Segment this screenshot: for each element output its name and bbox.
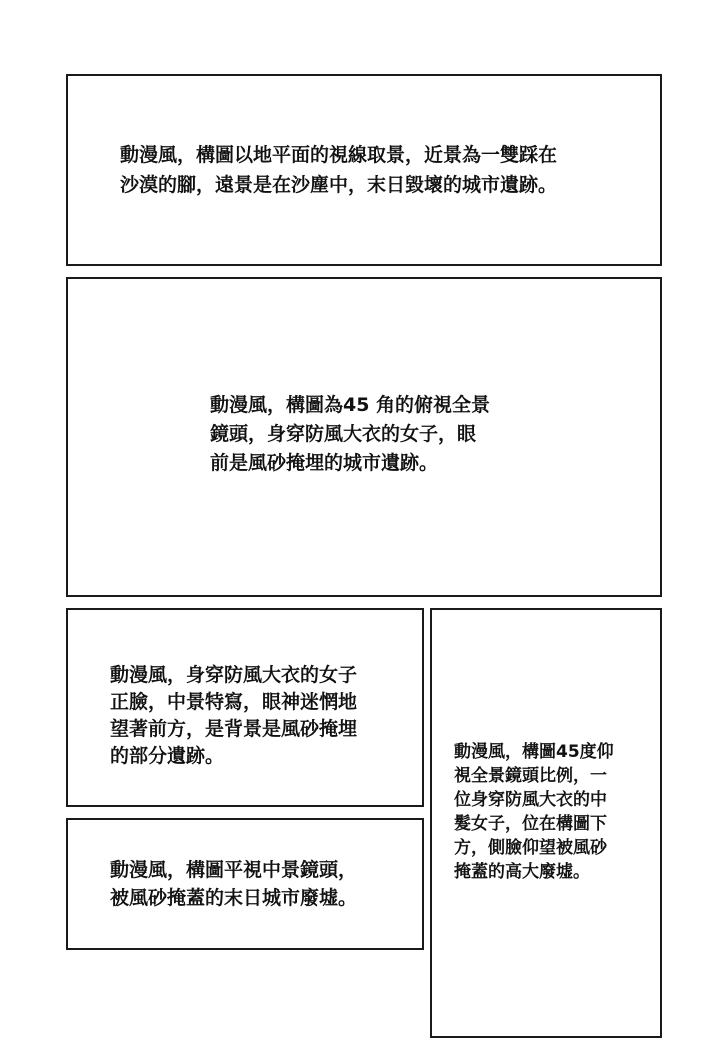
panel-4-line-2: 被風砂掩蓋的末日城市廢墟。 [110,887,358,909]
panel-4-caption [110,856,357,912]
panel-5-line-3: 位身穿防風大衣的中 [454,790,607,810]
panel-2-line-1: 動漫風，構圖為45 角的俯視全景 [210,394,491,416]
panel-3-line-4: 的部分遺跡。 [110,745,225,767]
panel-3-caption [110,662,357,770]
panel-5-caption [454,740,614,884]
panel-2-caption [210,391,490,478]
panel-3-line-2: 正臉，中景特寫，眼神迷惘地 [110,691,358,713]
panel-3-line-3: 望著前方，是背景是風砂掩埋 [110,718,358,740]
panel-5-line-4: 髮女子，位在構圖下 [454,814,607,834]
panel-5-line-6: 掩蓋的高大廢墟。 [454,862,590,882]
panel-5-line-5: 方，側臉仰望被風砂 [454,838,607,858]
panel-2-line-2: 鏡頭，身穿防風大衣的女子，眼 [210,423,477,445]
panel-3-line-1: 動漫風，身穿防風大衣的女子 [110,664,358,686]
comic-panel-5 [430,608,662,1038]
panel-2-line-3: 前是風砂掩埋的城市遺跡。 [210,452,439,474]
panel-1-line-2: 沙漠的腳，遠景是在沙塵中，末日毀壞的城市遺跡。 [120,174,558,196]
comic-panel-1 [66,74,662,266]
comic-panel-4 [66,818,424,950]
comic-panel-3 [66,608,424,807]
panel-5-line-1: 動漫風，構圖45度仰 [454,742,614,762]
panel-4-line-1: 動漫風，構圖平視中景鏡頭， [110,859,358,881]
panel-5-line-2: 視全景鏡頭比例，一 [454,766,607,786]
comic-panel-2 [66,277,662,597]
panel-1-line-1: 動漫風，構圖以地平面的視線取景，近景為一雙踩在 [120,144,558,166]
panel-1-caption [120,140,557,200]
